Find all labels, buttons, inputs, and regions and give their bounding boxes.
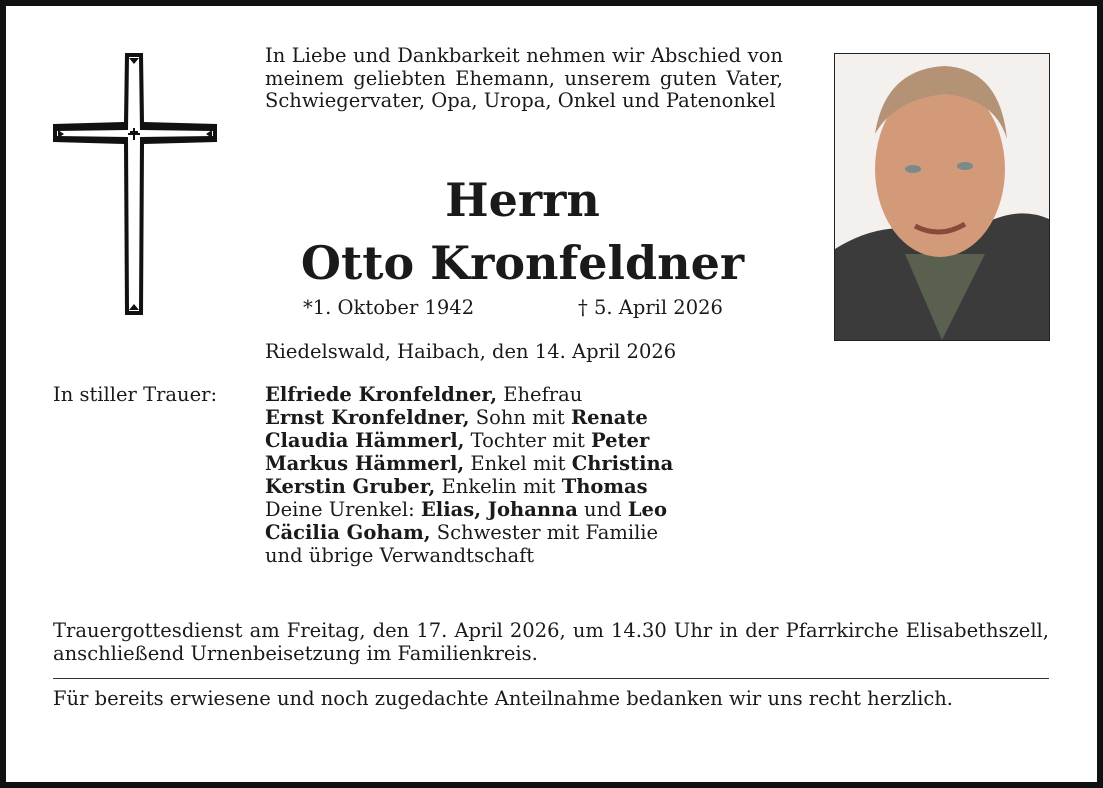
mourner-line	[265, 452, 673, 475]
intro-text: In Liebe und Dankbarkeit nehmen wir Abschied von meinem geliebten Ehemann, unserem guten Vater, Schwiegervater, Opa, Uropa, Onkel und Patenonkel	[265, 44, 783, 112]
mourner-relation: Schwester mit Familie	[430, 521, 659, 544]
thanks-text: Für bereits erwiesene und noch zugedachte Anteilnahme bedanken wir uns recht herzlich.	[53, 687, 953, 710]
mourner-name: Elias, Johanna	[420, 498, 578, 521]
birth-date: *1. Oktober 1942	[303, 296, 475, 319]
mourner-name: Elfriede Kronfeldner,	[265, 383, 498, 406]
mourner-line	[265, 475, 673, 498]
mourner-relation: und übrige Verwandtschaft	[265, 544, 535, 567]
mourner-name: Cäcilia Goham,	[265, 521, 431, 544]
mourner-relation: und	[577, 498, 628, 521]
mourner-name: Claudia Hämmerl,	[265, 429, 465, 452]
service-info: Trauergottesdienst am Freitag, den 17. April 2026, um 14.30 Uhr in der Pfarrkirche Elisabethszell, anschließend Urnenbeisetzung im Familienkreis.	[53, 619, 1049, 665]
portrait-photo	[834, 53, 1050, 341]
divider	[53, 678, 1049, 679]
mourner-relation: Deine Urenkel:	[265, 498, 421, 521]
death-date: † 5. April 2026	[578, 296, 723, 319]
mourner-relation: Enkelin mit	[435, 475, 562, 498]
mourner-line	[265, 544, 673, 567]
mourner-name: Thomas	[561, 475, 648, 498]
mourner-relation: Sohn mit	[469, 406, 571, 429]
mourner-name: Kerstin Gruber,	[265, 475, 436, 498]
salutation: Herrn	[445, 173, 600, 227]
mourner-line	[265, 498, 673, 521]
mourner-line	[265, 383, 673, 406]
mourner-name: Renate	[570, 406, 648, 429]
mourner-relation: Tochter mit	[464, 429, 591, 452]
mourner-name: Peter	[591, 429, 650, 452]
mourner-line	[265, 429, 673, 452]
mourning-label: In stiller Trauer:	[53, 383, 218, 406]
deceased-name: Otto Kronfeldner	[300, 236, 745, 290]
mourner-name: Markus Hämmerl,	[265, 452, 465, 475]
mourner-name: Christina	[571, 452, 674, 475]
mourner-relation: Enkel mit	[464, 452, 572, 475]
place-date: Riedelswald, Haibach, den 14. April 2026	[265, 340, 677, 363]
cross-icon	[52, 52, 220, 317]
mourner-name: Ernst Kronfeldner,	[265, 406, 470, 429]
mourner-relation: Ehefrau	[497, 383, 583, 406]
mourner-line	[265, 521, 673, 544]
mourner-line	[265, 406, 673, 429]
mourners-list	[265, 383, 673, 567]
mourner-name: Leo	[627, 498, 667, 521]
